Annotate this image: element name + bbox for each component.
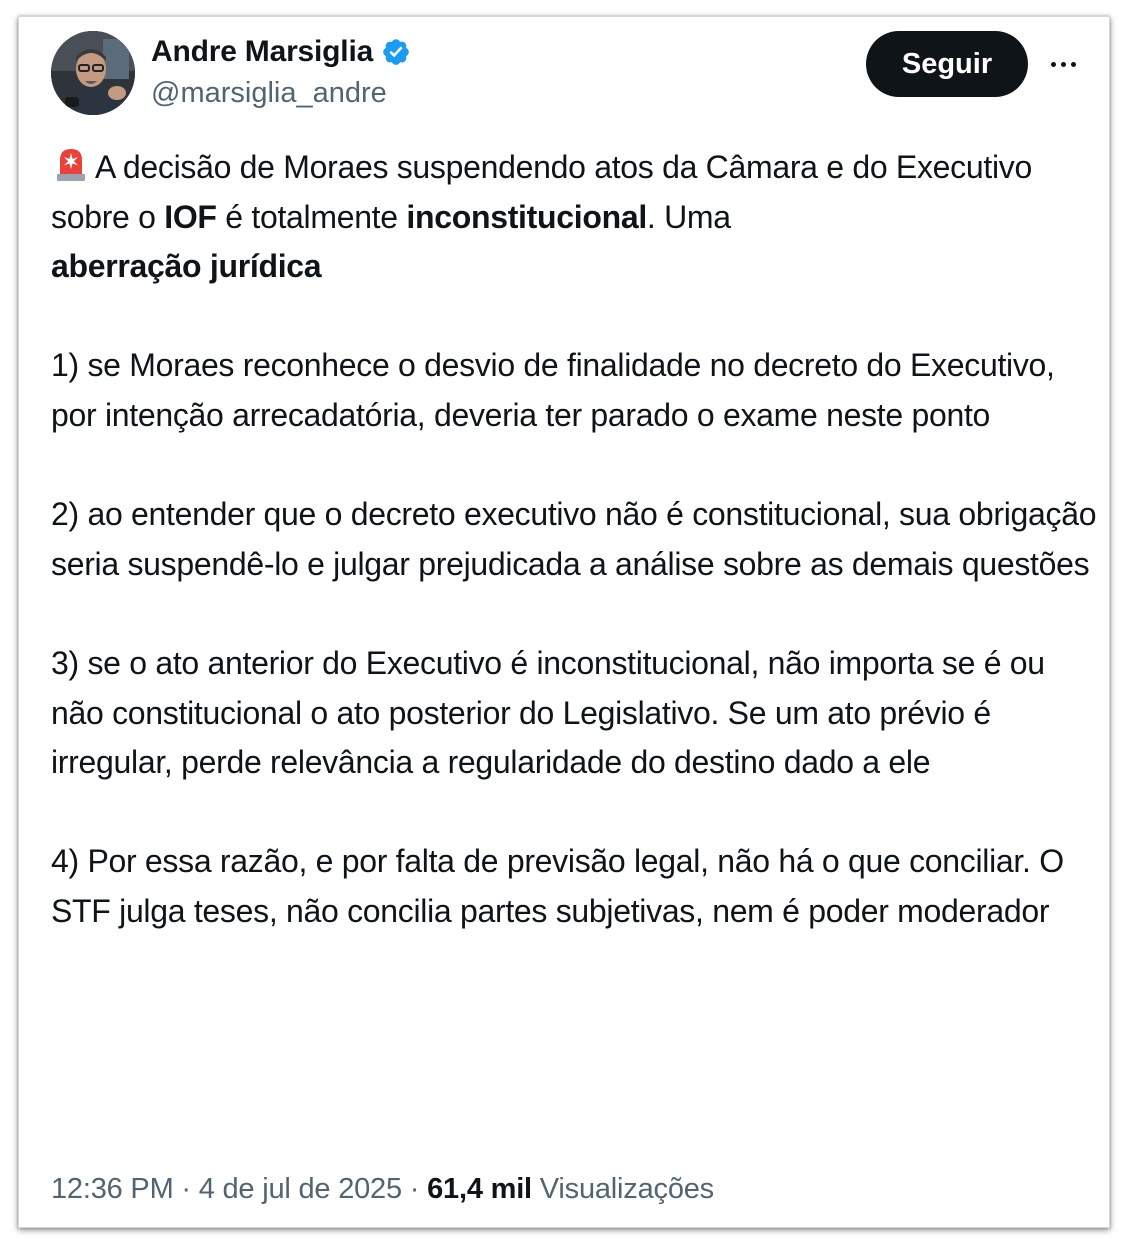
- views-count: 61,4 mil: [427, 1173, 532, 1205]
- meta-separator: ·: [181, 1173, 191, 1205]
- tweet-card: [18, 16, 1110, 1228]
- avatar[interactable]: [51, 31, 135, 115]
- tweet-point-2: 2) ao entender que o decreto executivo não é constitucional, sua obrigação seria suspendê-lo e julgar prejudicada a análise sobre as demais questões: [51, 496, 1097, 582]
- meta-separator: ·: [409, 1173, 420, 1205]
- follow-button[interactable]: Seguir: [866, 31, 1028, 97]
- tweet-date[interactable]: 4 de jul de 2025: [198, 1173, 402, 1205]
- tweet-point-3: 3) se o ato anterior do Executivo é inconstitucional, não importa se é ou não constitucional o ato posterior do Legislativo. Se um ato prévio é irregular, perde relevância a regularidade do destino dado a ele: [51, 644, 1045, 781]
- tweet-point-1: 1) se Moraes reconhece o desvio de finalidade no decreto do Executivo, por intenção arrecadatória, deveria ter parado o exame neste ponto: [51, 347, 1055, 433]
- views-label: Visualizações: [539, 1173, 714, 1205]
- author-name-row: [151, 35, 411, 69]
- verified-badge-icon: [381, 37, 411, 67]
- author-handle[interactable]: @marsiglia_andre: [151, 77, 387, 109]
- tweet-point-4: 4) Por essa razão, e por falta de previsão legal, não há o que conciliar. O STF julga teses, não concilia partes subjetivas, nem é poder moderador: [51, 843, 1064, 929]
- tweet-text: [51, 143, 1101, 937]
- police-light-icon: [51, 144, 91, 184]
- tweet-intro: A decisão de Moraes suspendendo atos da Câmara e do Executivo sobre o IOF é totalmente inconstitucional. Uma aberração jurídica: [51, 143, 1101, 292]
- author-name[interactable]: Andre Marsiglia: [151, 35, 374, 68]
- tweet-time[interactable]: 12:36 PM: [51, 1173, 174, 1205]
- more-options-icon[interactable]: [1041, 49, 1085, 79]
- tweet-meta: [51, 1173, 714, 1206]
- avatar-photo-icon: [51, 31, 135, 115]
